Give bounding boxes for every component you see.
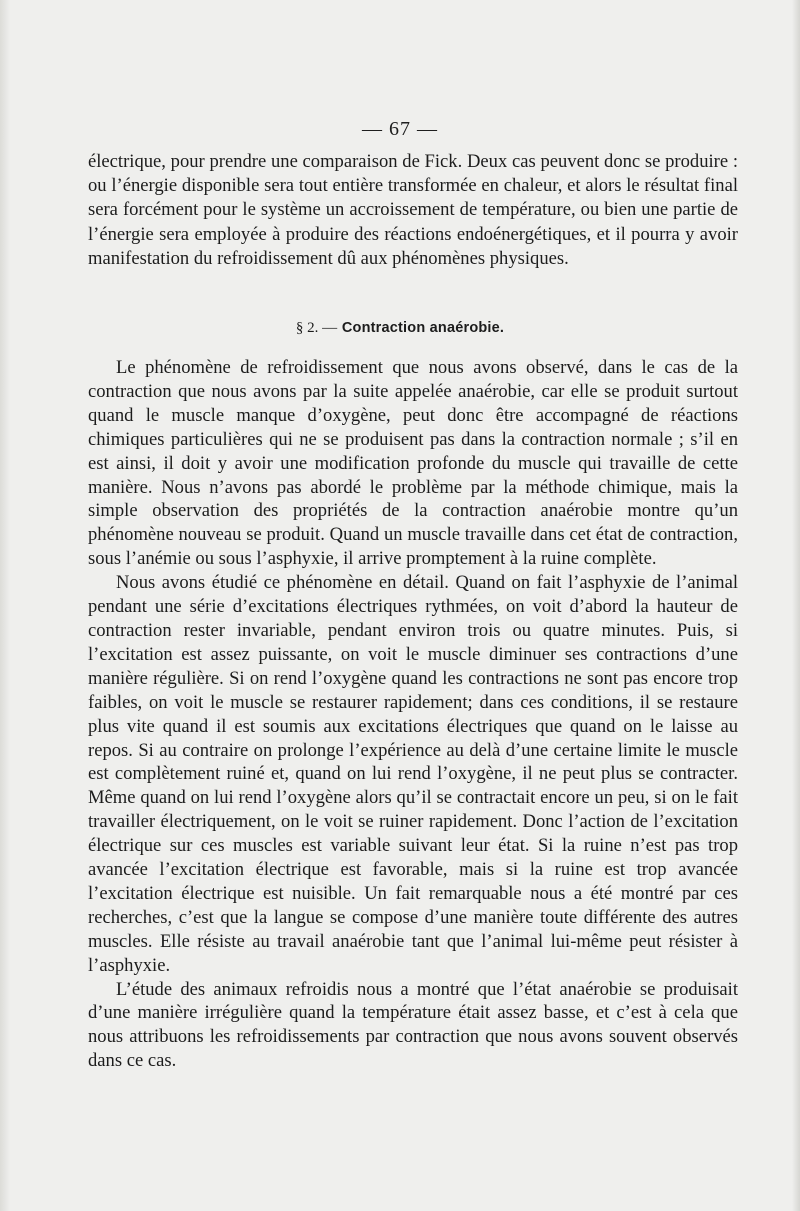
paragraph-continuation: électrique, pour prendre une comparaison de Fick. Deux cas peuvent donc se produire : ou l’énergie disponible sera tout entière transformée en chaleur, et alors le résultat final sera forcément pour le système un accroissement de température, ou bien une partie de l’énergie sera employée à produire des réactions endoénergétiques, et il pourra y avoir manifestation du refroidissement dû aux phénomènes physiques. [88,151,738,269]
page-number: — 67 — [362,118,438,140]
page-left-shadow [0,0,10,1211]
section-title: Contraction anaérobie. [341,320,505,336]
text-block-top [88,150,738,271]
page-right-shadow [792,0,800,1211]
section-heading [0,318,800,337]
paragraph-etude-detail: Nous avons étudié ce phénomène en détail. Quand on fait l’asphyxie de l’animal pendant une série d’excitations électriques rythmées, on voit d’abord la hauteur de contraction rester invariable, pendant environ trois ou quatre minutes. Puis, si l’excitation est assez puissante, on voit le muscle diminuer ses contractions d’une manière régulière. Si on rend l’oxygène quand les contractions ne sont pas encore trop faibles, on voit le muscle se restaurer rapidement; dans ces conditions, il se restaure plus vite quand il est soumis aux excitations électriques que quand on le laisse au repos. Si au contraire on prolonge l’expérience au delà d’une certaine limite le muscle est complètement ruiné et, quand on lui rend l’oxygène, il ne peut plus se contracter. Même quand on lui rend l’oxygène alors qu’il se contractait encore un peu, si on le fait travailler électriquement, on le voit se ruiner rapidement. Donc l’action de l’excitation électrique sur ces muscles est variable suivant leur état. Si la ruine n’est pas trop avancée l’excitation électrique est favorable, mais si la ruine est trop avancée l’excitation électrique est nuisible. Un fait remarquable nous a été montré par ces recherches, c’est que la langue se compose d’une manière toute différente des autres muscles. Elle résiste au travail anaérobie tant que l’animal lui-même peut résister à l’asphyxie. [88,572,738,976]
section-number: § 2. — [295,320,338,336]
paragraph-refroidissement: Le phénomène de refroidissement que nous avons observé, dans le cas de la contraction que nous avons par la suite appelée anaérobie, car elle se produit surtout quand le muscle manque d’oxygène, peut donc être accompagné de réactions chimiques particulières qui ne se produisent pas dans la contraction normale ; s’il en est ainsi, il doit y avoir une modification profonde du muscle qui travaille de cette manière. Nous n’avons pas abordé le problème par la méthode chimique, mais la simple observation des propriétés de la contraction anaérobie montre qu’un phénomène nouveau se produit. Quand un muscle travaille dans cet état de contraction, sous l’anémie ou sous l’asphyxie, il arrive promptement à la ruine complète. [88,357,738,570]
text-block-main [88,356,738,1073]
paragraph-animaux-refroidis: L’étude des animaux refroidis nous a montré que l’état anaérobie se produisait d’une manière irrégulière quand la température était assez basse, et c’est à cela que nous attribuons les refroidissements par contraction que nous avons souvent observés dans ce cas. [88,978,738,1072]
